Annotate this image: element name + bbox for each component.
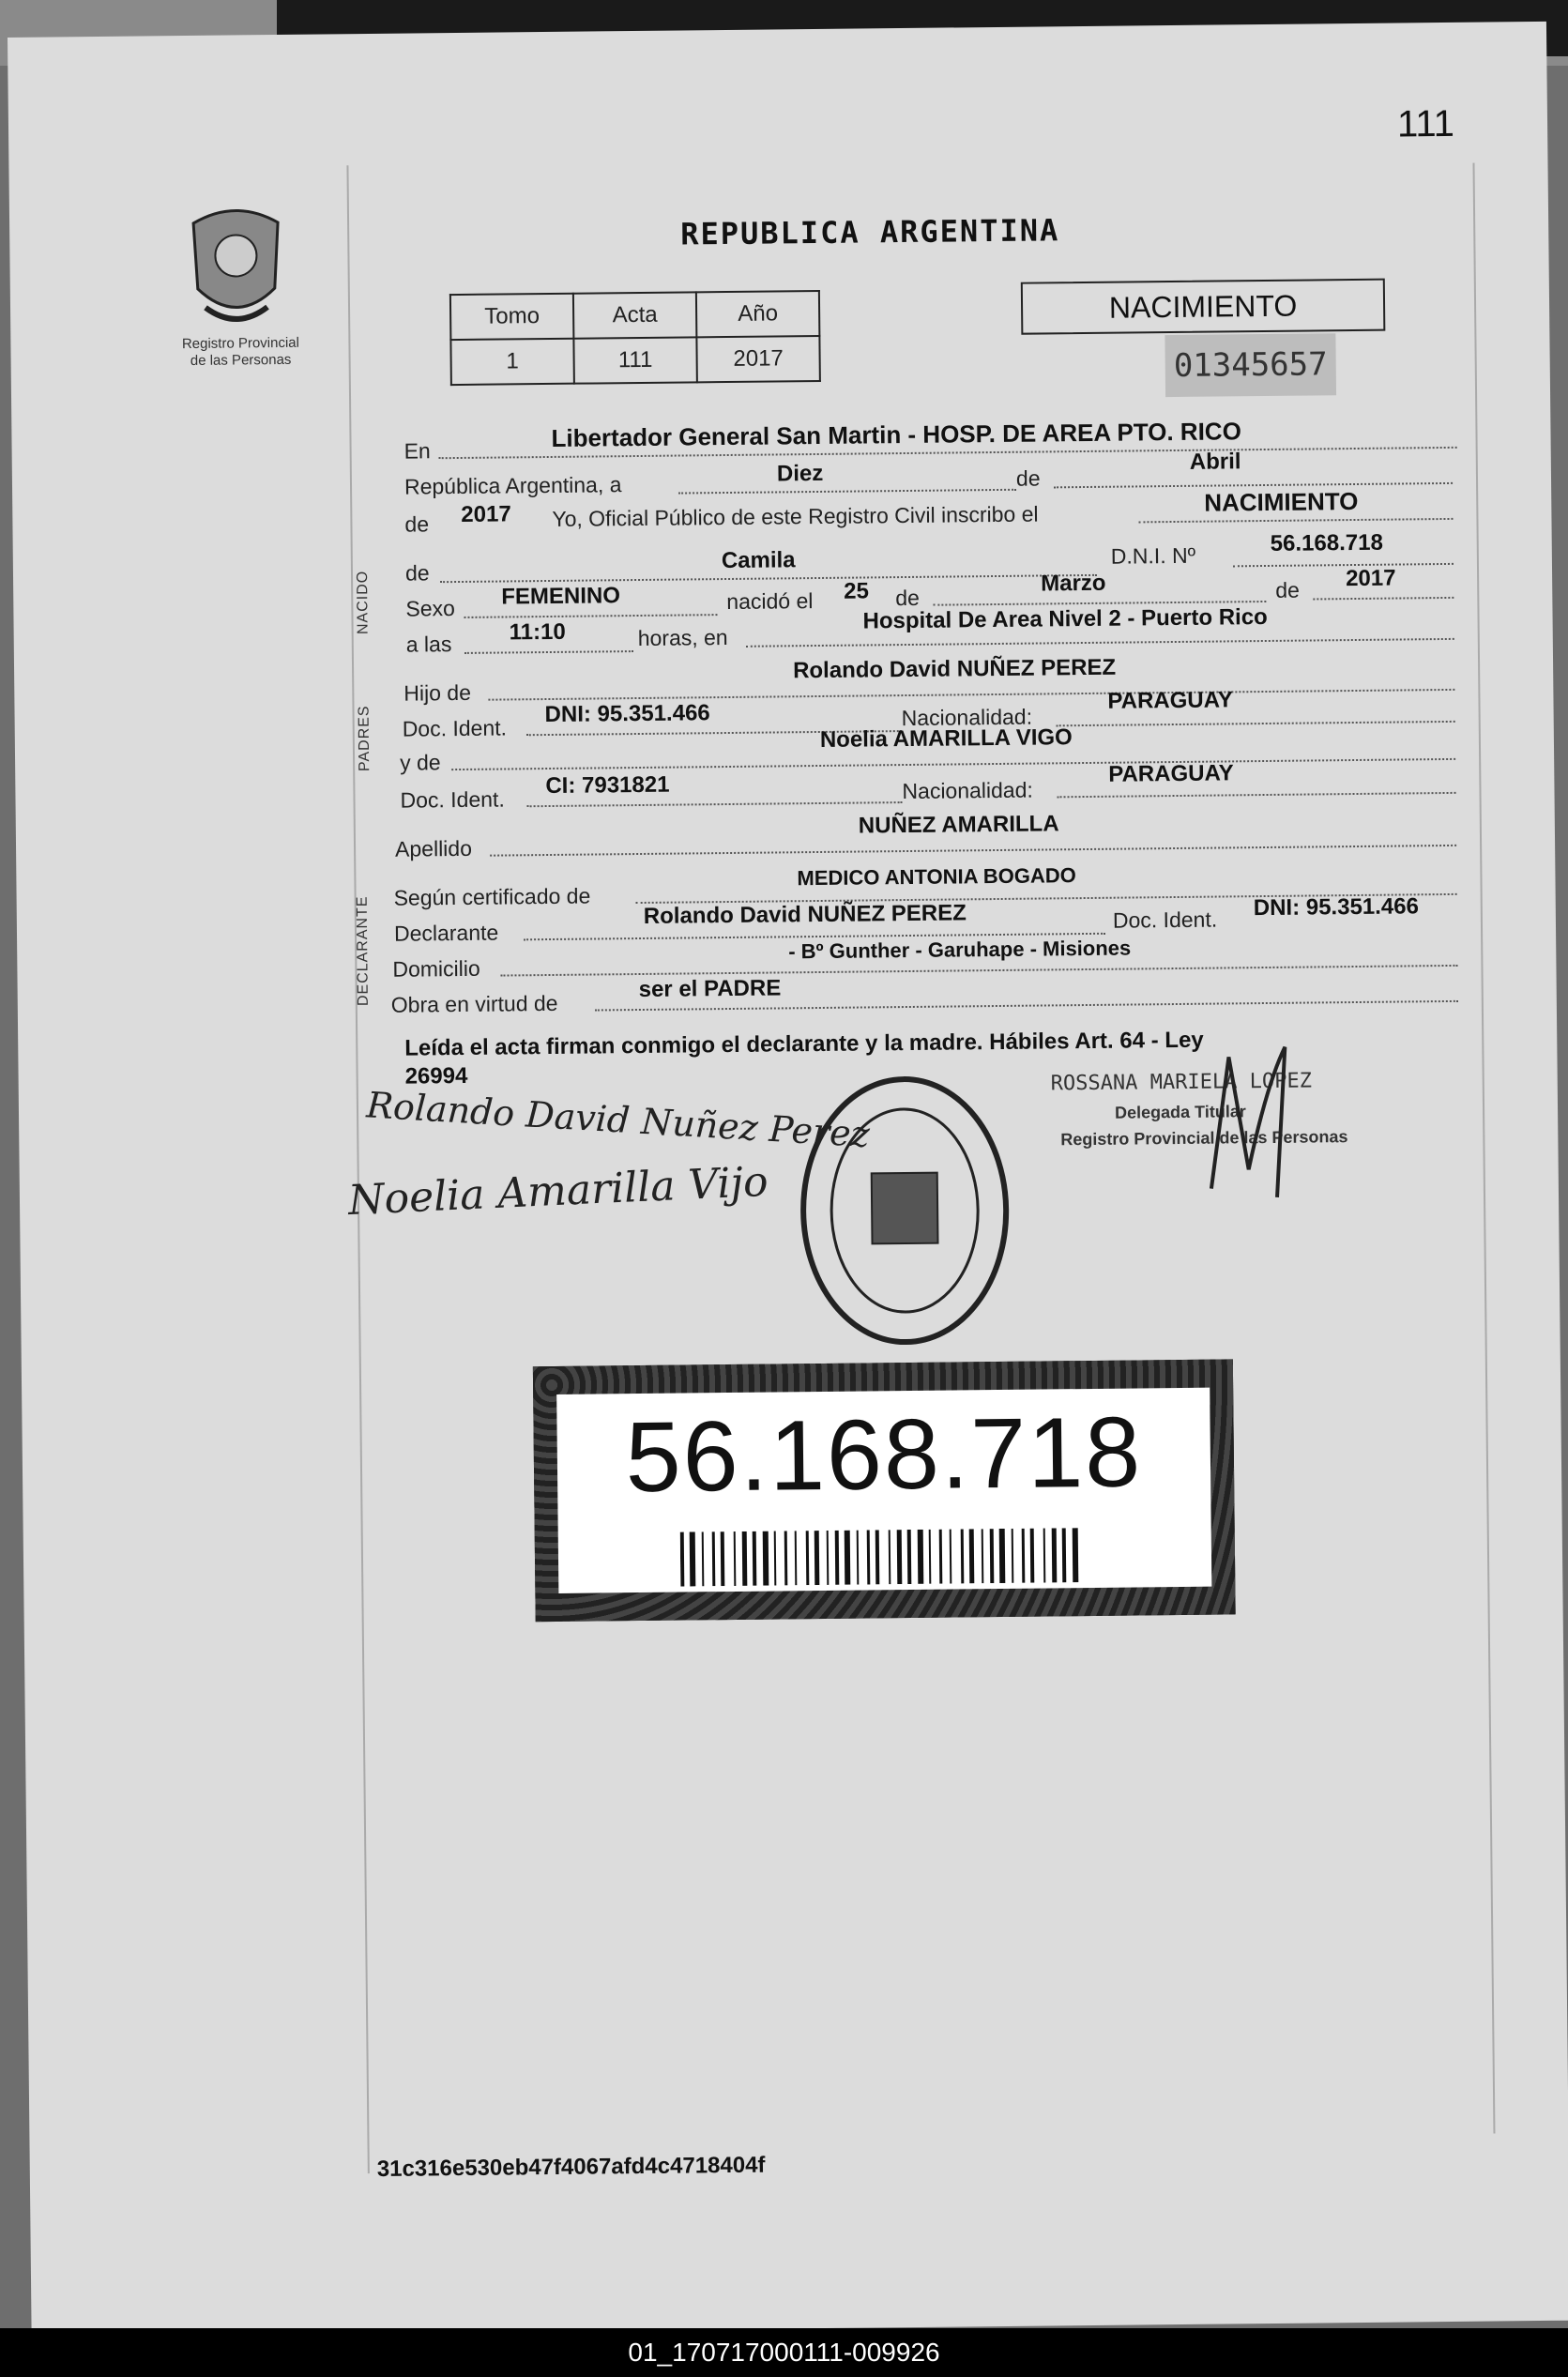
side-label-declarante: DECLARANTE (354, 895, 372, 1007)
country-title: REPUBLICA ARGENTINA (680, 212, 1060, 252)
inscribo-value: NACIMIENTO (1204, 486, 1359, 517)
logo-caption-line1: Registro Provincial (181, 334, 300, 353)
father-signature: Rolando David Nuñez Perez (365, 1084, 871, 1156)
side-label-padres: PADRES (356, 705, 373, 772)
dotted-line (678, 489, 1016, 495)
apellido-label: Apellido (394, 835, 473, 861)
certificado-value: MEDICO ANTONIA BOGADO (797, 863, 1076, 891)
barcode-number: 56.168.718 (624, 1396, 1143, 1514)
document-hash: 31c316e530eb47f4067afd4c4718404f (376, 2152, 766, 2182)
dni-value: 56.168.718 (1270, 529, 1383, 556)
official-seal-stamp (796, 1069, 1014, 1352)
anio-header: Año (696, 291, 819, 337)
acta-value: 111 (573, 337, 696, 383)
dotted-line (464, 650, 633, 654)
oficial-text: Yo, Oficial Público de este Registro Civil inscribo el (552, 501, 1039, 531)
nacionalidad-label-padre: Nacionalidad: (901, 704, 1033, 731)
dotted-line (488, 689, 1454, 701)
dotted-line (527, 801, 903, 807)
dotted-line (1313, 597, 1454, 601)
footer-id: 01_170717000111-009926 (628, 2338, 940, 2367)
domicilio-label: Domicilio (392, 955, 480, 982)
closing-line-1: Leída el acta firman conmigo el declarante y la madre. Hábiles Art. 64 - Ley (404, 1027, 1204, 1061)
lugar-value: Hospital De Area Nivel 2 - Puerto Rico (862, 603, 1268, 634)
dotted-line (490, 845, 1456, 857)
dia-value: Diez (776, 460, 824, 487)
doc-label-padre: Doc. Ident. (402, 715, 508, 741)
mother-signature: Noelia Amarilla Vijo (346, 1157, 769, 1226)
hora-value: 11:10 (509, 618, 566, 646)
obra-label: Obra en virtud de (390, 990, 558, 1017)
barcode-label (556, 1388, 1211, 1593)
footer-id-bar (0, 2328, 1568, 2377)
madre-value: Noelia AMARILLA VIGO (819, 724, 1073, 753)
padre-nacionalidad: PARAGUAY (1107, 687, 1233, 714)
barcode-sticker (533, 1359, 1236, 1622)
acta-header: Acta (573, 292, 696, 338)
declarante-value: Rolando David NUÑEZ PEREZ (643, 900, 967, 929)
declarante-label: Declarante (393, 920, 499, 946)
en-label: En (403, 438, 431, 464)
hijo-label: Hijo de (403, 679, 472, 706)
horas-label: horas, en (637, 624, 728, 651)
dotted-line (451, 758, 1455, 770)
page-number: 111 (1396, 102, 1455, 145)
dotted-line (1233, 563, 1454, 567)
nacido-label: nacidó el (726, 588, 814, 615)
nac-de1: de (895, 585, 921, 611)
tomo-header: Tomo (450, 294, 573, 340)
official-name: ROSSANA MARIELA LOPEZ (1050, 1069, 1313, 1096)
dotted-line (440, 574, 1097, 583)
dotted-line (1057, 721, 1455, 726)
alas-label: a las (405, 632, 452, 657)
official-title: Delegada Titular (1114, 1102, 1246, 1122)
logo-caption-line2: de las Personas (190, 351, 292, 369)
anio-value: 2017 (696, 336, 819, 382)
doc-label-madre: Doc. Ident. (400, 786, 505, 813)
official-signature (1191, 1029, 1305, 1208)
anio-value-text: 2017 (461, 501, 511, 527)
sexo-label: Sexo (405, 596, 455, 621)
logo-caption (151, 334, 329, 370)
dotted-line (500, 965, 1457, 977)
dni-label: D.N.I. Nº (1110, 542, 1196, 569)
right-margin-line (1472, 163, 1495, 2134)
padre-doc: DNI: 95.351.466 (544, 700, 710, 728)
coat-of-arms-logo (176, 204, 296, 336)
side-label-nacido: NACIDO (354, 570, 372, 635)
serial-number: 01345657 (1165, 333, 1336, 397)
declarante-doc: DNI: 95.351.466 (1253, 893, 1420, 922)
barcode-bars (680, 1528, 1094, 1587)
tomo-acta-anio-table (449, 290, 821, 386)
padre-value: Rolando David NUÑEZ PEREZ (792, 654, 1117, 684)
de-label: de (1015, 465, 1041, 491)
republica-label: República Argentina, a (403, 472, 622, 499)
dotted-line (1138, 518, 1453, 524)
left-margin-line (346, 165, 369, 2173)
mes-value: Abril (1189, 449, 1241, 475)
closing-line-2: 26994 (404, 1062, 468, 1089)
domicilio-value: - Bº Gunther - Garuhape - Misiones (788, 936, 1132, 964)
madre-nacionalidad: PARAGUAY (1108, 760, 1234, 787)
apellido-value: NUÑEZ AMARILLA (858, 811, 1059, 839)
tomo-value: 1 (450, 339, 573, 385)
dotted-line (746, 638, 1454, 648)
certificado-label: Según certificado de (393, 883, 591, 910)
doc-label-declarante: Doc. Ident. (1112, 907, 1218, 933)
obra-value: ser el PADRE (638, 975, 782, 1003)
nombre-value: Camila (721, 547, 796, 574)
anio-label: de (404, 511, 430, 537)
nac-mes: Marzo (1041, 570, 1106, 597)
nac-dia: 25 (844, 578, 870, 604)
official-org: Registro Provincial de las Personas (1060, 1127, 1348, 1150)
madre-doc: CI: 7931821 (545, 771, 670, 800)
nac-de2: de (1275, 577, 1300, 602)
dotted-line (464, 614, 717, 618)
nacionalidad-label-madre: Nacionalidad: (902, 777, 1033, 804)
nac-anio: 2017 (1345, 565, 1396, 592)
en-value: Libertador General San Martin - HOSP. DE AREA PTO. RICO (551, 417, 1241, 452)
sexo-value: FEMENINO (501, 583, 621, 610)
document-type-box: NACIMIENTO (1021, 279, 1386, 335)
document-page (8, 22, 1568, 2337)
yde-label: y de (399, 750, 441, 775)
dotted-line (1058, 792, 1456, 798)
nombre-label: de (404, 560, 430, 586)
